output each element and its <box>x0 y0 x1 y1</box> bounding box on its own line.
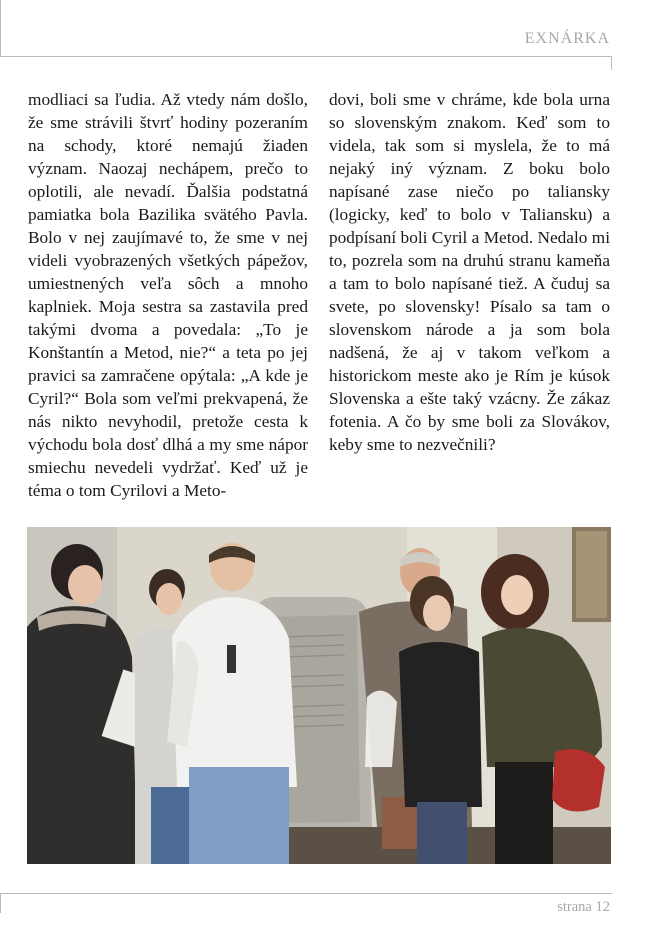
group-photo <box>27 527 611 864</box>
group-photo-illustration <box>27 527 611 864</box>
footer-rule <box>0 893 612 894</box>
header-rule <box>0 56 612 57</box>
magazine-title: EXNÁRKA <box>524 30 610 47</box>
header-rule-tick <box>611 56 612 70</box>
top-left-rule <box>0 0 1 56</box>
article-column-left: modliaci sa ľudia. Až vtedy nám došlo, že sme strávili štvrť hodiny pozeraním na schody, ktoré nemajú žiaden význam. Naozaj nechápem, prečo to oplotili, ale nevadí. Ďalšia podstatná pamiatka bola Bazilika svätého Pavla. Bolo v nej zaujímavé to, že sme v nej videli vyobrazených všetkých pápežov, umiestnených veľa sôch a mnoho kaplniek. Moja sestra sa zastavila pred takými dvoma a povedala: „To je Konštantín a Metod, nie?“ a teta po jej pravici sa zamračene opýtala: „A kde je Cyril?“ Bola som veľmi prekvapená, že nás nikto nevyhodil, pretože cesta k východu bola dosť dlhá a my sme nápor smiechu nevedeli vydržať. Keď už je téma o tom Cyrilovi a Meto- <box>28 90 308 500</box>
page-number: strana 12 <box>557 899 610 915</box>
article-column-right: dovi, boli sme v chráme, kde bola urna so slovenským znakom. Keď som to videla, tak som si myslela, že to má nejaký iný význam. Z boku bolo napísané zase niečo po taliansky (logicky, keď to bolo v Taliansku) a podpísaní boli Cyril a Metod. Nedalo mi to, pozrela som na druhú stranu kameňa a tam to bolo napísané tiež. A čuduj sa svete, po slovensky! Písalo sa tam o slovenskom národe a ja som bola nadšená, že aj v takom veľkom a historickom meste ako je Rím je kúsok Slovenska a ešte taký vzácny. Že zákaz fotenia. A čo by sme boli za Slovákov, keby sme to nezvečnili? <box>329 90 610 454</box>
footer-rule-tick <box>0 893 1 913</box>
